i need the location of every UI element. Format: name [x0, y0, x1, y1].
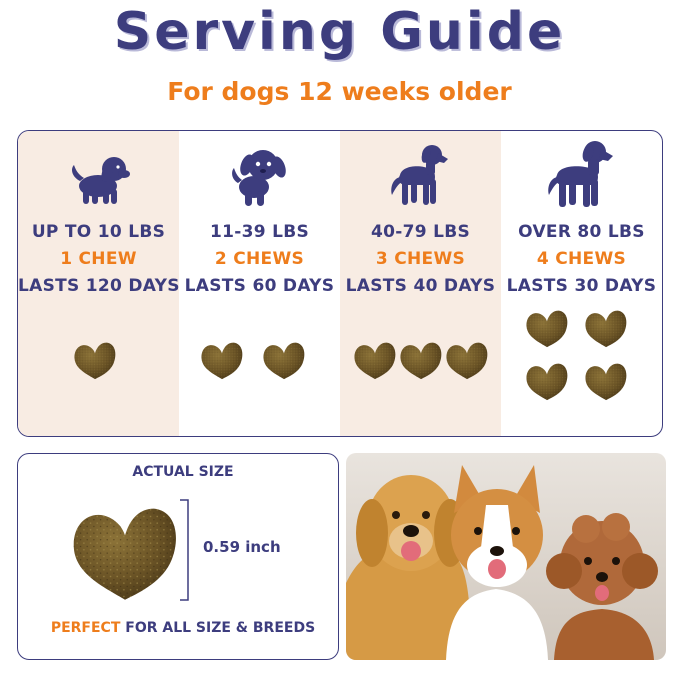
tier-chews: 4 CHEWS — [536, 249, 627, 269]
dogs-photo — [346, 453, 666, 660]
perfect-tagline — [18, 620, 348, 636]
small-puppy-icon — [18, 153, 179, 205]
tier-column-1 — [18, 131, 179, 436]
tier-duration: LASTS 60 DAYS — [184, 276, 335, 296]
size-measurement: 0.59 inch — [203, 538, 281, 556]
tier-weight: 11-39 LBS — [209, 222, 310, 242]
chew-image — [199, 340, 245, 380]
large-dog-icon — [501, 137, 662, 209]
tier-column-3 — [340, 131, 501, 436]
tier-column-4 — [501, 131, 662, 436]
size-bracket — [178, 498, 192, 602]
chew-image — [583, 308, 629, 348]
tier-column-2 — [179, 131, 340, 436]
chew-image — [444, 340, 490, 380]
tier-weight: OVER 80 LBS — [518, 222, 645, 242]
tier-chews: 3 CHEWS — [375, 249, 466, 269]
chew-image — [72, 340, 118, 380]
tier-duration: LASTS 120 DAYS — [18, 276, 180, 296]
actual-size-chew-image — [66, 502, 184, 602]
chew-image — [583, 361, 629, 401]
tier-duration: LASTS 30 DAYS — [506, 276, 657, 296]
chew-image — [524, 361, 570, 401]
chew-image — [261, 340, 307, 380]
tier-chews: 1 CHEW — [60, 249, 137, 269]
chew-image — [352, 340, 398, 380]
tier-chews: 2 CHEWS — [214, 249, 305, 269]
tier-duration: LASTS 40 DAYS — [345, 276, 496, 296]
actual-size-panel — [17, 453, 339, 660]
page-title: Serving Guide — [113, 2, 566, 62]
medium-dog-icon — [340, 139, 501, 207]
actual-size-label: ACTUAL SIZE — [132, 464, 234, 480]
chew-image — [524, 308, 570, 348]
chew-image — [398, 340, 444, 380]
puppy-icon — [179, 147, 340, 207]
perfect-rest: FOR ALL SIZE & BREEDS — [125, 620, 316, 636]
page-subtitle: For dogs 12 weeks older — [167, 77, 512, 106]
tier-weight: 40-79 LBS — [370, 222, 471, 242]
corgi-image — [446, 465, 548, 660]
perfect-highlight: PERFECT — [50, 620, 121, 636]
serving-guide-table — [17, 130, 663, 437]
tier-weight: UP TO 10 LBS — [31, 222, 166, 242]
